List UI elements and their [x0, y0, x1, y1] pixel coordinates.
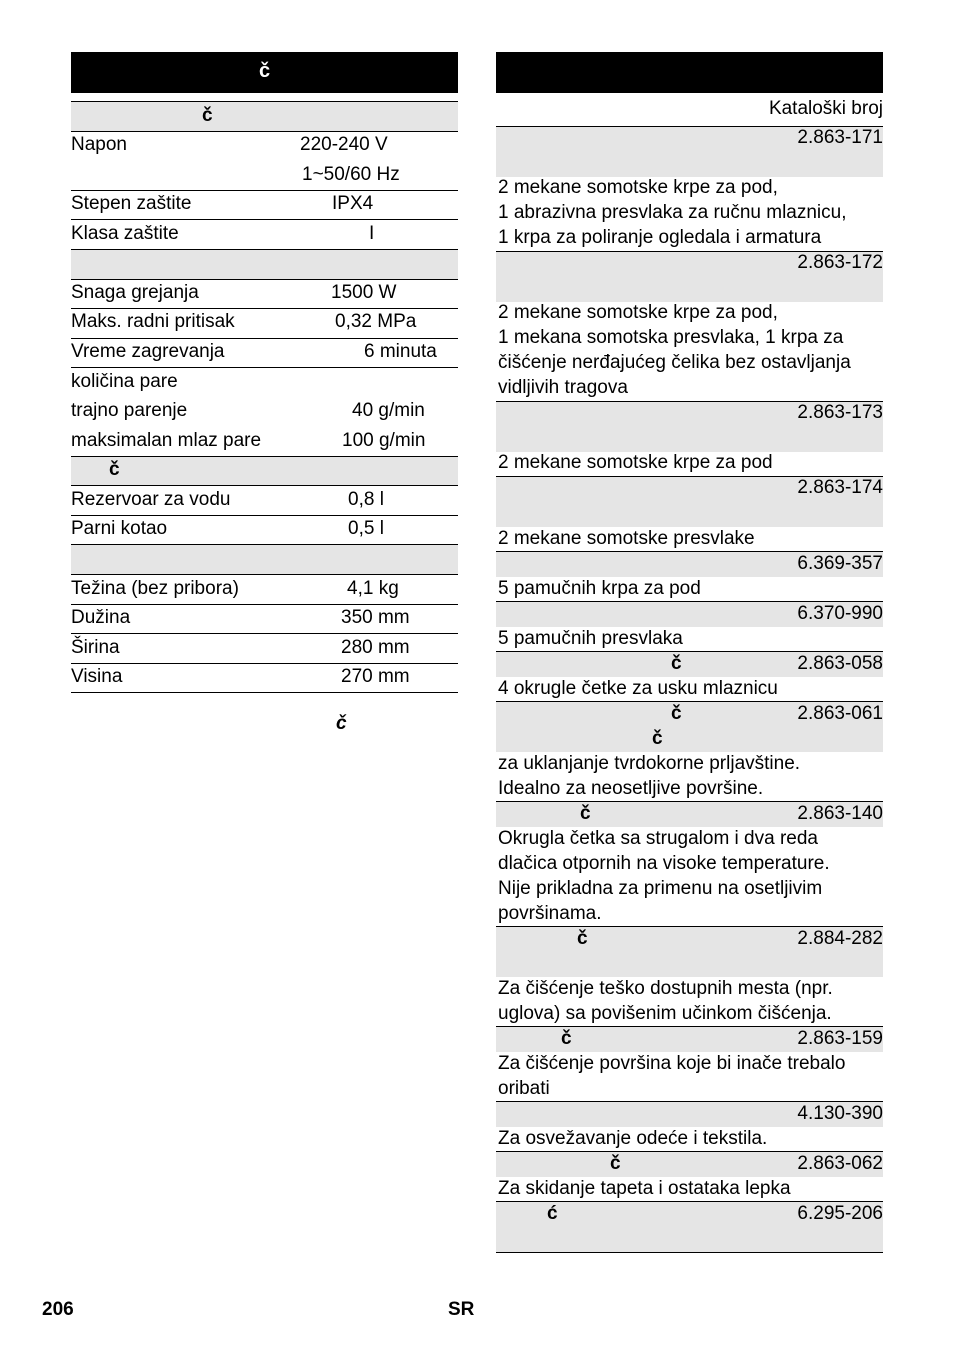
divider — [71, 338, 458, 339]
accessory-catalog-number: 6.295-206 — [797, 1203, 883, 1224]
accessory-description: 5 pamučnih krpa za pod — [498, 578, 701, 599]
accessory-description: 2 mekane somotske krpe za pod, — [498, 177, 778, 198]
accessory-description: 1 abrazivna presvlaka za ručnu mlaznicu, — [498, 202, 847, 223]
section-electrical — [71, 102, 458, 131]
accessory-description: Nije prikladna za primenu na osetljivim — [498, 878, 823, 899]
accessory-catalog-number: 2.863-174 — [797, 477, 883, 498]
spec-value-visina: 270 mm — [341, 666, 410, 687]
accessory-description: 2 mekane somotske krpe za pod — [498, 452, 773, 473]
accessories-header — [496, 52, 883, 93]
technical-data-title: č — [258, 60, 271, 82]
divider — [71, 367, 458, 368]
divider — [71, 604, 458, 605]
section-dimensions — [71, 545, 458, 574]
spec-value-kotao: 0,5 l — [348, 518, 384, 539]
accessory-description: 2 mekane somotske presvlake — [498, 528, 755, 549]
accessory-description: Okrugla četka sa strugalom i dva reda — [498, 828, 818, 849]
accessory-catalog-number: 2.863-062 — [797, 1153, 883, 1174]
accessory-name: č — [610, 1153, 621, 1174]
spec-value-snaga: 1500 W — [331, 282, 397, 303]
divider — [71, 190, 458, 191]
technical-data-header — [71, 52, 458, 93]
divider — [71, 485, 458, 486]
spec-value-klasa: I — [369, 223, 375, 244]
divider — [71, 219, 458, 220]
spec-value-maks: 100 g/min — [342, 430, 426, 451]
accessory-catalog-number: 2.863-140 — [797, 803, 883, 824]
section-electrical-title: č — [202, 105, 213, 126]
accessory-catalog-number: 2.863-159 — [797, 1028, 883, 1049]
spec-label-sirina: Širina — [71, 637, 120, 658]
accessory-description: čišćenje nerđajućeg čelika bez ostavljanja — [498, 352, 851, 373]
accessory-description: oribati — [498, 1078, 550, 1099]
accessory-name: č — [561, 1028, 572, 1049]
spec-label-trajno: trajno parenje — [71, 400, 188, 421]
section-performance — [71, 250, 458, 279]
accessory-description: za uklanjanje tvrdokorne prljavštine. — [498, 753, 801, 774]
divider — [71, 515, 458, 516]
accessory-name: č — [580, 803, 591, 824]
spec-value-duzina: 350 mm — [341, 607, 410, 628]
accessory-description: dlačica otpornih na visoke temperature. — [498, 853, 830, 874]
accessory-name: č — [671, 703, 682, 724]
spec-label-snaga: Snaga grejanja — [71, 282, 199, 303]
accessory-catalog-number: 4.130-390 — [797, 1103, 883, 1124]
accessory-catalog-number: 2.863-172 — [797, 252, 883, 273]
spec-label-visina: Visina — [71, 666, 123, 687]
spec-label-maks: maksimalan mlaz pare — [71, 430, 262, 451]
divider — [71, 574, 458, 575]
accessory-name: č — [652, 728, 663, 749]
accessory-catalog-number: 2.863-171 — [797, 127, 883, 148]
accessory-catalog-number: 2.863-173 — [797, 402, 883, 423]
divider — [71, 131, 458, 132]
accessory-description: 1 mekana somotska presvlaka, 1 krpa za — [498, 327, 844, 348]
accessory-description: Idealno za neosetljive površine. — [498, 778, 764, 799]
accessory-catalog-number: 6.369-357 — [797, 553, 883, 574]
spec-value-stepen: IPX4 — [332, 193, 374, 214]
section-filling — [71, 457, 458, 485]
accessory-description: 5 pamučnih presvlaka — [498, 628, 683, 649]
accessory-description: uglova) sa povišenim učinkom čišćenja. — [498, 1003, 832, 1024]
accessory-description: Za čišćenje teško dostupnih mesta (npr. — [498, 978, 833, 999]
spec-label-duzina: Dužina — [71, 607, 131, 628]
divider — [71, 279, 458, 280]
divider — [71, 663, 458, 664]
spec-label-vreme: Vreme zagrevanja — [71, 341, 225, 362]
accessory-description: površinama. — [498, 903, 602, 924]
accessory-name: č — [671, 653, 682, 674]
accessory-catalog-number: 6.370-990 — [797, 603, 883, 624]
spec-label-kotao: Parni kotao — [71, 518, 168, 539]
spec-value-napon: 220-240 V — [300, 134, 388, 155]
accessory-description: 1 krpa za poliranje ogledala i armatura — [498, 227, 822, 248]
accessory-description: 2 mekane somotske krpe za pod, — [498, 302, 778, 323]
divider — [71, 692, 458, 693]
spec-value-tezina: 4,1 kg — [347, 578, 399, 599]
spec-value-pritisak: 0,32 MPa — [335, 311, 417, 332]
spec-value-trajno: 40 g/min — [352, 400, 425, 421]
accessory-description: Za osvežavanje odeće i tekstila. — [498, 1128, 768, 1149]
accessory-catalog-number: 2.863-058 — [797, 653, 883, 674]
page-number: 206 — [42, 1299, 74, 1320]
accessory-description: Za čišćenje površina koje bi inače trebalo — [498, 1053, 846, 1074]
divider — [71, 308, 458, 309]
accessory-catalog-number: 2.863-061 — [797, 703, 883, 724]
accessory-description: Za skidanje tapeta i ostataka lepka — [498, 1178, 791, 1199]
spec-value-vreme: 6 minuta — [364, 341, 437, 362]
spec-label-stepen: Stepen zaštite — [71, 193, 192, 214]
spec-label-rezervoar: Rezervoar za vodu — [71, 489, 231, 510]
divider — [71, 633, 458, 634]
spec-label-napon: Napon — [71, 134, 127, 155]
technical-note: č — [336, 713, 347, 734]
spec-label-klasa: Klasa zaštite — [71, 223, 179, 244]
accessory-name: č — [577, 928, 588, 949]
spec-value-sirina: 280 mm — [341, 637, 410, 658]
spec-value-frequency: 1~50/60 Hz — [302, 164, 400, 185]
catalog-number-label: Kataloški broj — [768, 98, 883, 119]
spec-label-kolicina: količina pare — [71, 371, 178, 392]
language-code: SR — [448, 1299, 475, 1320]
section-filling-title: č — [109, 459, 120, 480]
spec-label-pritisak: Maks. radni pritisak — [71, 311, 235, 332]
accessory-description: vidljivih tragova — [498, 377, 628, 398]
divider — [496, 1252, 883, 1253]
accessory-name: ć — [547, 1203, 558, 1224]
spec-label-tezina: Težina (bez pribora) — [71, 578, 239, 599]
accessory-catalog-number: 2.884-282 — [797, 928, 883, 949]
accessory-description: 4 okrugle četke za usku mlaznicu — [498, 678, 778, 699]
spec-value-rezervoar: 0,8 l — [348, 489, 384, 510]
